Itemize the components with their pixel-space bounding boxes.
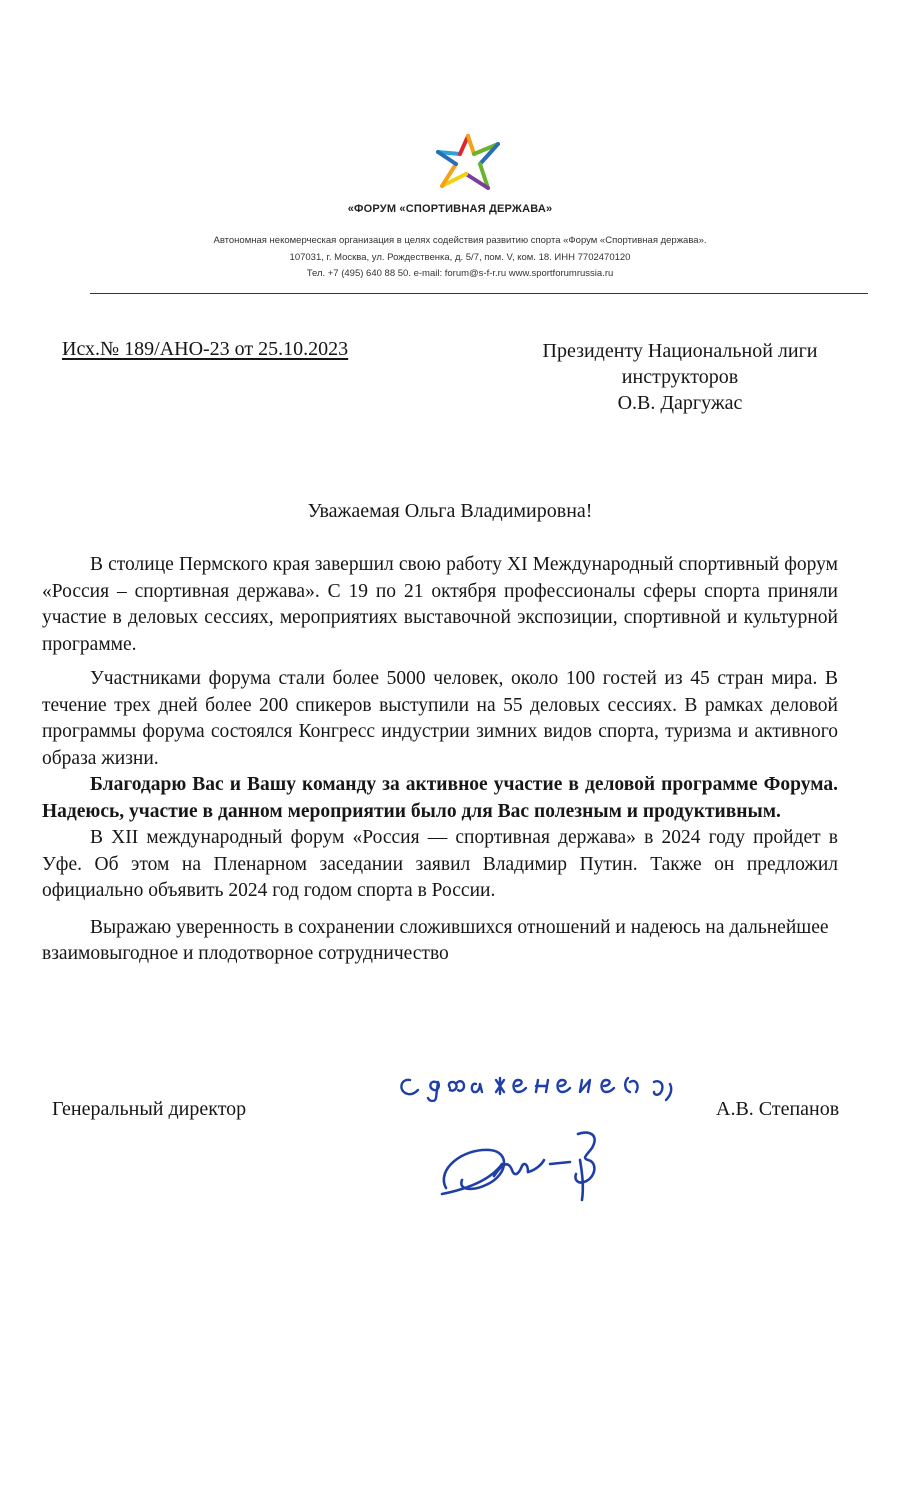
letterhead-divider bbox=[90, 293, 868, 294]
organization-address: 107031, г. Москва, ул. Рождественка, д. 5/7, пом. V, ком. 18. ИНН 7702470120 bbox=[289, 252, 631, 263]
salutation: Уважаемая Ольга Владимировна! bbox=[307, 500, 593, 522]
star-logo-icon bbox=[430, 130, 502, 194]
outgoing-reference-number: Исх.№ 189/АНО-23 от 25.10.2023 bbox=[62, 338, 349, 360]
body-paragraph-bold: Благодарю Вас и Вашу команду за активное участие в деловой программе Форума. Надеюсь, участие в данном мероприятии было для Вас полезным и продуктивным. bbox=[42, 774, 838, 822]
body-paragraph: В XII международный форум «Россия — спортивная держава» в 2024 году пройдет в Уфе. Об этом на Пленарном заседании заявил Владимир Путин. Также он предложил официально объявить 2024 год годом спорта в России. bbox=[42, 827, 838, 901]
organization-name: «ФОРУМ «СПОРТИВНАЯ ДЕРЖАВА» bbox=[347, 203, 553, 215]
addressee-line: Президенту Национальной лиги bbox=[542, 340, 818, 362]
signer-title: Генеральный директор bbox=[52, 1098, 247, 1120]
signer-name: А.В. Степанов bbox=[716, 1098, 840, 1120]
addressee-line: О.В. Даргужас bbox=[617, 392, 743, 414]
handwritten-regards bbox=[392, 1052, 682, 1102]
body-paragraph: Выражаю уверенность в сохранении сложившихся отношений и надеюсь на дальнейшее взаимовыгодное и плодотворное сотрудничество bbox=[42, 916, 829, 964]
organization-contacts: Тел. +7 (495) 640 88 50. e-mail: forum@s-f-r.ru www.sportforumrussia.ru bbox=[306, 268, 614, 279]
addressee-line: инструкторов bbox=[621, 366, 739, 388]
handwritten-signature bbox=[432, 1120, 612, 1205]
body-paragraph: Участниками форума стали более 5000 человек, около 100 гостей из 45 стран мира. В течение трех дней более 200 спикеров выступили на 55 деловых сессиях. В рамках деловой программы форума состоялся Конгресс индустрии зимних видов спорта, туризма и активного образа жизни. bbox=[42, 668, 838, 769]
organization-description: Автономная некомерческая организация в целях содействия развитию спорта «Форум «Спортивная держава». bbox=[213, 235, 707, 246]
body-paragraph: В столице Пермского края завершил свою работу XI Международный спортивный форум «Россия – спортивная держава». С 19 по 21 октября профессионалы сферы спорта приняли участие в деловых сессиях, мероприятиях выставочной экспозиции, спортивной и культурной программе. bbox=[42, 554, 838, 655]
addressee-block bbox=[505, 338, 855, 416]
letter-body bbox=[42, 552, 838, 968]
